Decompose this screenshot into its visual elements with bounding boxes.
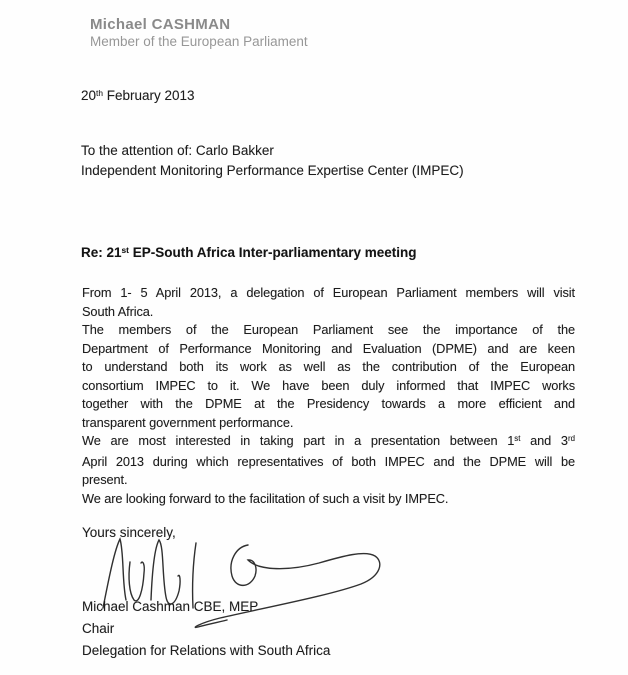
ordinal-superscript: st	[514, 434, 521, 444]
body-text-segment: The members of the European Parliament see the importance of the	[82, 322, 575, 337]
body-text	[82, 284, 575, 508]
valediction: Yours sincerely,	[82, 525, 176, 540]
body-line	[82, 414, 575, 433]
body-text-segment: April 2013 during which representatives of both IMPEC and the DPME will be	[82, 453, 575, 469]
recipient-block	[81, 141, 464, 180]
body-line	[82, 284, 575, 303]
body-text-segment: From 1- 5 April 2013, a delegation of European Parliament members will visit	[82, 285, 575, 300]
body-line	[82, 321, 575, 340]
body-text-segment: and 3	[520, 433, 568, 448]
body-line	[82, 453, 575, 472]
letterhead-title: Member of the European Parliament	[90, 34, 308, 49]
body-text-segment: present.	[82, 472, 128, 487]
signer-role: Chair	[82, 621, 115, 636]
date-day: 20	[81, 88, 97, 103]
date-line	[81, 88, 195, 103]
body-text-segment: We are looking forward to the facilitation of such a visit by IMPEC.	[82, 490, 449, 506]
recipient-organization: Independent Monitoring Performance Expertise Center (IMPEC)	[81, 162, 464, 178]
date-rest: February 2013	[103, 88, 195, 103]
body-line	[82, 395, 575, 414]
signature-stroke	[151, 540, 180, 604]
ordinal-superscript: rd	[567, 434, 575, 444]
body-line	[82, 432, 575, 453]
date-ordinal: th	[96, 88, 104, 99]
signer-delegation: Delegation for Relations with South Africa	[82, 643, 331, 658]
body-text-segment: Department of Performance Monitoring and Evaluation (DPME) and are keen	[82, 340, 575, 356]
body-text-segment: together with the DPME at the Presidency towards a more efficient and	[82, 396, 575, 411]
body-line	[82, 340, 575, 359]
body-text-segment: consortium IMPEC to it. We have been duly informed that IMPEC works	[82, 377, 575, 393]
recipient-attention: To the attention of: Carlo Bakker	[81, 143, 274, 158]
signer-name: Michael Cashman CBE, MEP	[82, 599, 259, 614]
body-line	[82, 303, 575, 322]
body-line	[82, 490, 575, 509]
body-text-segment: We are most interested in taking part in a presentation between 1	[82, 433, 515, 448]
subject-rest: EP-South Africa Inter-parliamentary meeting	[128, 245, 417, 260]
signoff-block	[82, 596, 330, 662]
body-text-segment: transparent government performance.	[82, 414, 294, 430]
body-line	[82, 377, 575, 396]
body-line	[82, 471, 575, 490]
letterhead-name: Michael CASHMAN	[90, 16, 231, 33]
body-line	[82, 358, 575, 377]
subject-line	[81, 245, 417, 260]
body-text-segment: to understand both its work as well as the contribution of the European	[82, 359, 575, 374]
subject-ordinal: st	[121, 245, 129, 256]
letterhead	[90, 17, 308, 49]
subject-pre: Re: 21	[81, 245, 122, 260]
body-text-segment: South Africa.	[82, 303, 154, 319]
